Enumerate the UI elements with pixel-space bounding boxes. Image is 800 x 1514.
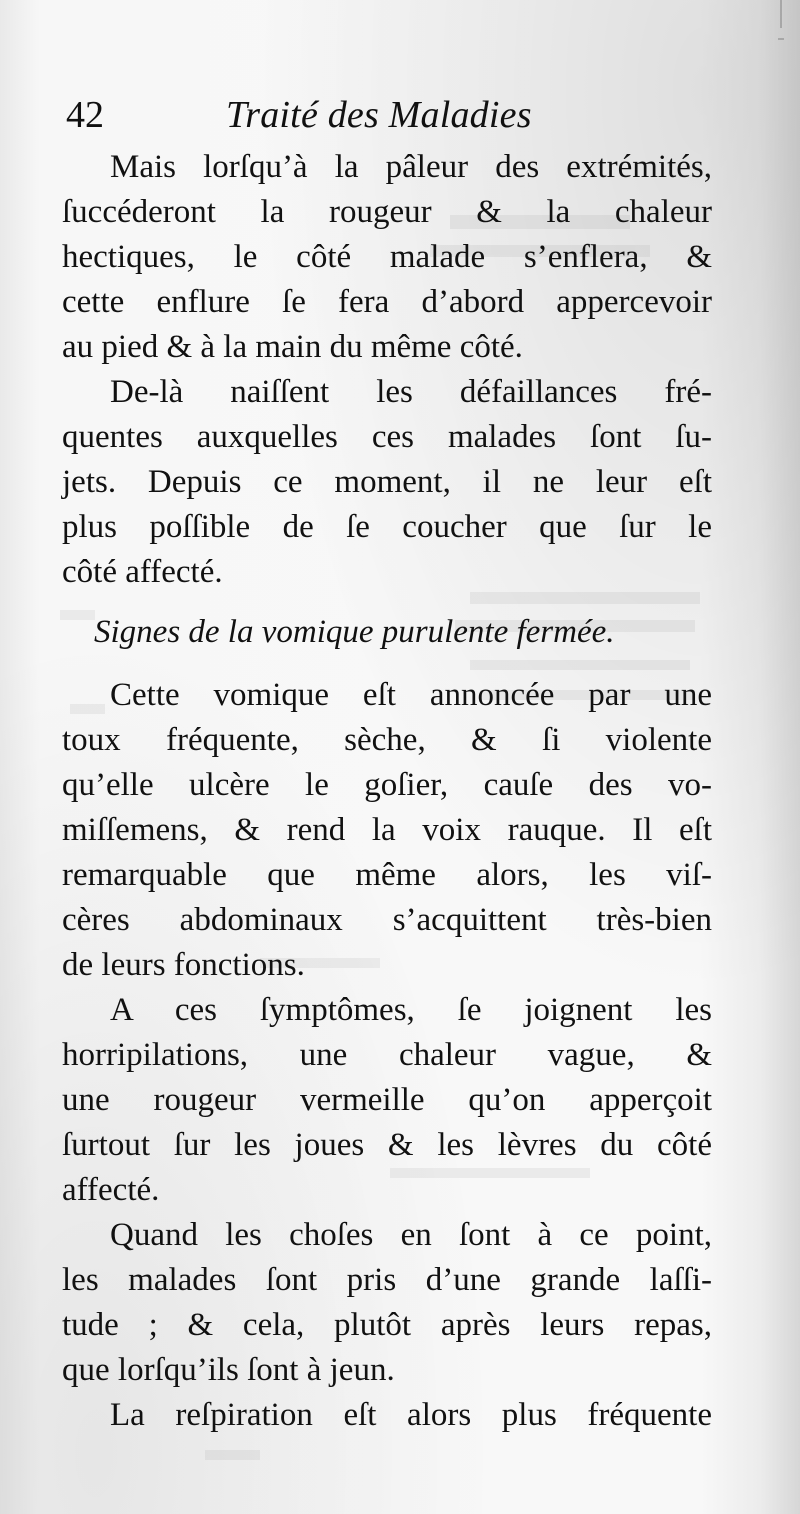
text-line: affecté.: [62, 1172, 160, 1208]
text-line: jets. Depuis ce moment, il ne leur eſt: [62, 464, 712, 500]
running-title: Traité des Maladies: [226, 94, 532, 136]
text-line: ſurtout ſur les joues & les lèvres du côté: [62, 1127, 712, 1163]
text-line: une rougeur vermeille qu’on apperçoit: [62, 1082, 712, 1118]
text-line: horripilations, une chaleur vague, &: [62, 1037, 712, 1073]
text-line: La reſpiration eſt alors plus fréquente: [110, 1397, 712, 1433]
text-line: tude ; & cela, plutôt après leurs repas,: [62, 1307, 712, 1343]
text-line: cette enflure ſe fera d’abord appercevoir: [62, 284, 712, 320]
text-line: A ces ſymptômes, ſe joignent les: [110, 992, 712, 1028]
text-line: Quand les choſes en ſont à ce point,: [110, 1217, 712, 1253]
body-text: [62, 145, 712, 1438]
text-line: miſſemens, & rend la voix rauque. Il eſt: [62, 812, 712, 848]
page-number: 42: [66, 94, 104, 136]
text-line: toux fréquente, sèche, & ſi violente: [62, 722, 712, 758]
text-line: Cette vomique eſt annoncée par une: [110, 677, 712, 713]
text-line: plus poſſible de ſe coucher que ſur le: [62, 509, 712, 545]
section-heading: Signes de la vomique purulente fermée.: [94, 614, 615, 650]
text-line: au pied & à la main du même côté.: [62, 329, 523, 365]
running-header: [66, 92, 586, 142]
text-line: que lorſqu’ils ſont à jeun.: [62, 1352, 395, 1388]
text-line: ſuccéderont la rougeur & la chaleur: [62, 194, 712, 230]
text-line: remarquable que même alors, les viſ-: [62, 857, 712, 893]
text-line: cères abdominaux s’acquittent très-bien: [62, 902, 712, 938]
text-line: Mais lorſqu’à la pâleur des extrémités,: [110, 149, 712, 185]
text-line: de leurs fonctions.: [62, 947, 305, 983]
text-line: De-là naiſſent les défaillances fré-: [110, 374, 712, 410]
text-line: côté affecté.: [62, 554, 223, 590]
text-line: hectiques, le côté malade s’enflera, &: [62, 239, 712, 275]
text-line: qu’elle ulcère le goſier, cauſe des vo-: [62, 767, 712, 803]
text-line: quentes auxquelles ces malades ſont ſu-: [62, 419, 712, 455]
text-line: les malades ſont pris d’une grande laſſi-: [62, 1262, 712, 1298]
